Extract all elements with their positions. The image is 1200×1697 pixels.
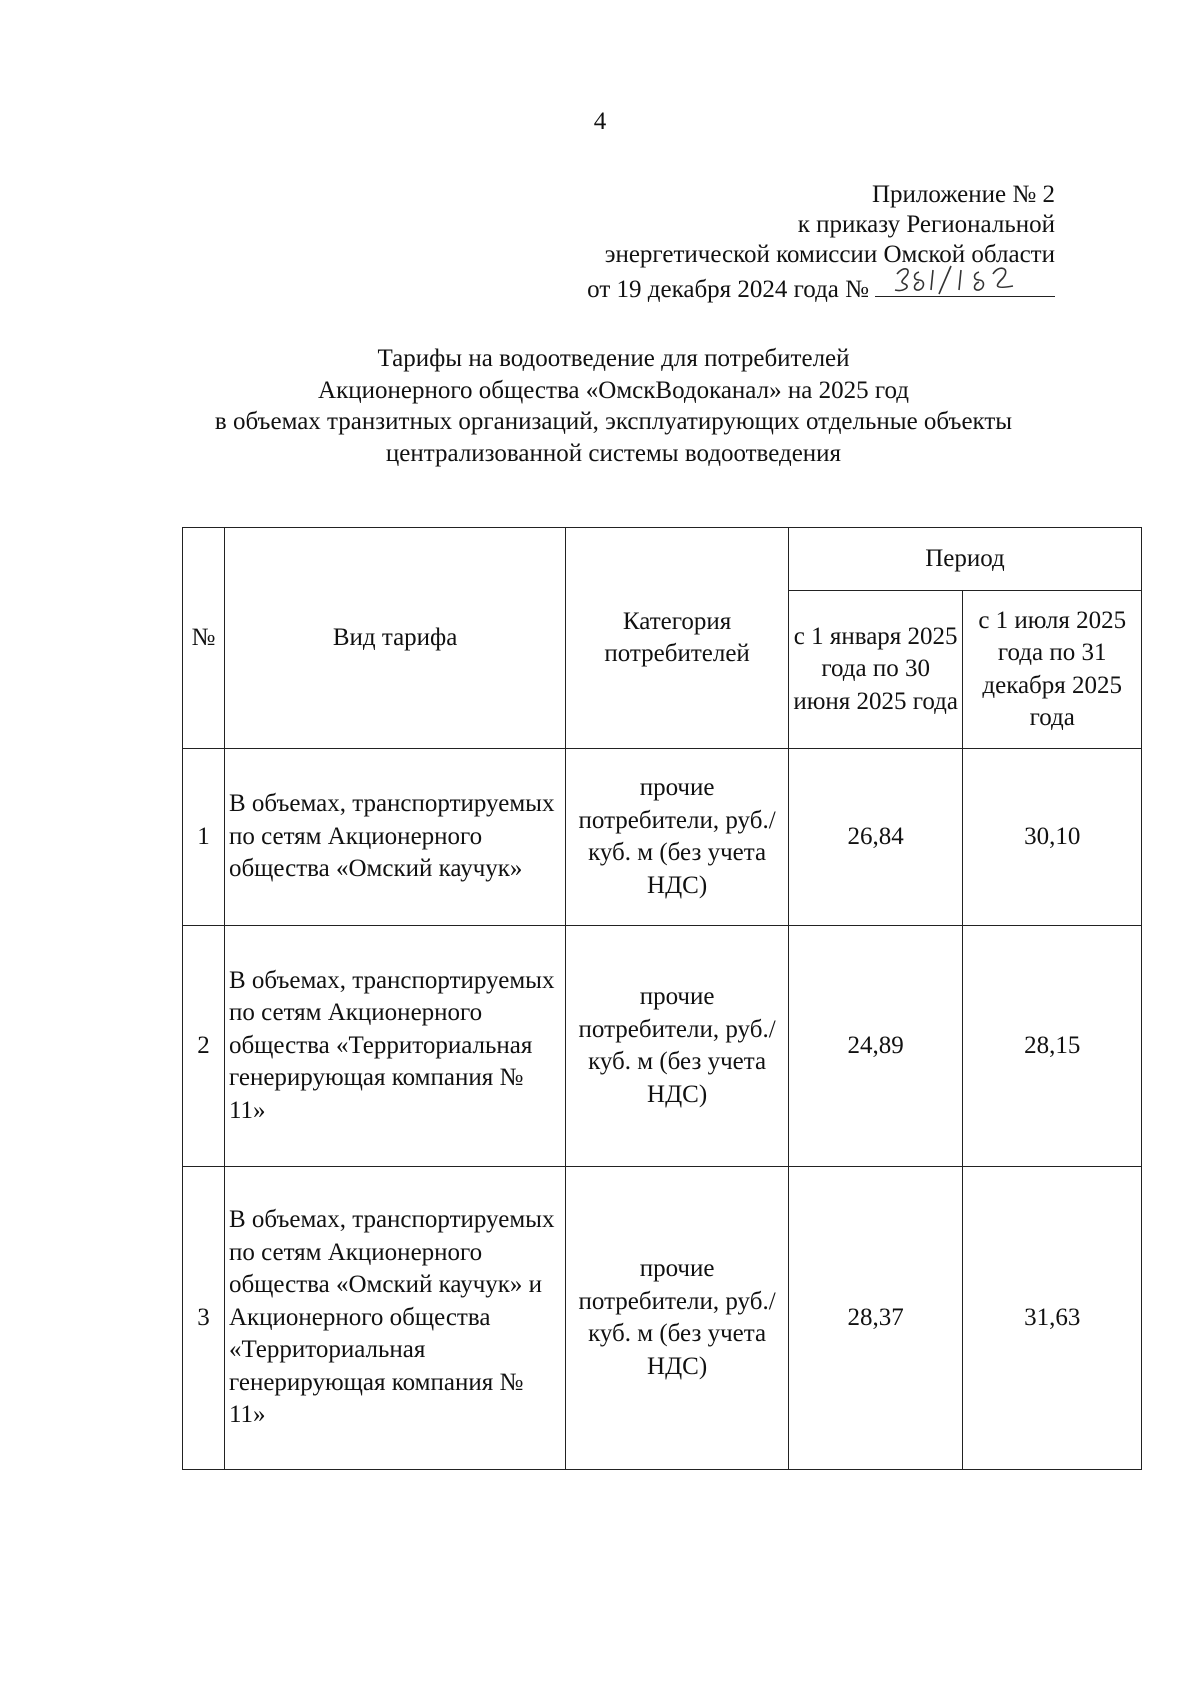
appendix-header	[587, 180, 1055, 305]
consumer-category: прочие потребители, руб./куб. м (без учета НДС)	[566, 926, 789, 1167]
row-number: 1	[183, 749, 225, 926]
order-number-field	[875, 270, 1055, 297]
consumer-category: прочие потребители, руб./куб. м (без учета НДС)	[566, 749, 789, 926]
order-date-label: от 19 декабря 2024 года №	[587, 276, 869, 303]
page-number: 4	[593, 108, 607, 135]
header-period-1: с 1 января 2025 года по 30 июня 2025 года	[788, 591, 963, 749]
tariff-period-2: 28,15	[963, 926, 1142, 1167]
row-number: 3	[183, 1167, 225, 1470]
table-row	[183, 926, 1142, 1167]
tariff-period-1: 24,89	[788, 926, 963, 1167]
table-row	[183, 1167, 1142, 1470]
header-period-2: с 1 июля 2025 года по 31 декабря 2025 года	[963, 591, 1142, 749]
appendix-line-3: энергетической комиссии Омской области	[604, 241, 1055, 268]
header-category: Категория потребителей	[566, 528, 789, 749]
title-line-4: централизованной системы водоотведения	[385, 439, 842, 467]
title-line-1: Тарифы на водоотведение для потребителей	[377, 345, 850, 372]
header-period: Период	[788, 528, 1141, 591]
appendix-line-4	[587, 270, 1055, 305]
document-title	[0, 343, 1200, 469]
tariff-period-1: 26,84	[788, 749, 963, 926]
tariff-kind: В объемах, транспортируемых по сетям Акционерного общества «Омский каучук» и Акционерного общества «Территориальная генерирующая компания № 11»	[224, 1167, 565, 1470]
title-line-2: Акционерного общества «ОмскВодоканал» на 2025 год	[318, 376, 909, 404]
handwritten-order-number-icon	[889, 260, 1039, 300]
tariff-period-2: 30,10	[963, 749, 1142, 926]
tariff-kind: В объемах, транспортируемых по сетям Акционерного общества «Омский каучук»	[224, 749, 565, 926]
header-kind: Вид тарифа	[224, 528, 565, 749]
tariff-period-2: 31,63	[963, 1167, 1142, 1470]
tariff-period-1: 28,37	[788, 1167, 963, 1470]
tariffs-table	[182, 527, 1142, 1470]
tariff-kind: В объемах, транспортируемых по сетям Акционерного общества «Территориальная генерирующая компания № 11»	[224, 926, 565, 1167]
table-row	[183, 749, 1142, 926]
row-number: 2	[183, 926, 225, 1167]
title-line-3: в объемах транзитных организаций, эксплуатирующих отдельные объекты	[214, 408, 1013, 435]
consumer-category: прочие потребители, руб./куб. м (без учета НДС)	[566, 1167, 789, 1470]
header-num: №	[183, 528, 225, 749]
appendix-line-2: к приказу Региональной	[797, 211, 1055, 238]
appendix-line-1: Приложение № 2	[871, 181, 1055, 208]
header-row-1	[183, 528, 1142, 591]
